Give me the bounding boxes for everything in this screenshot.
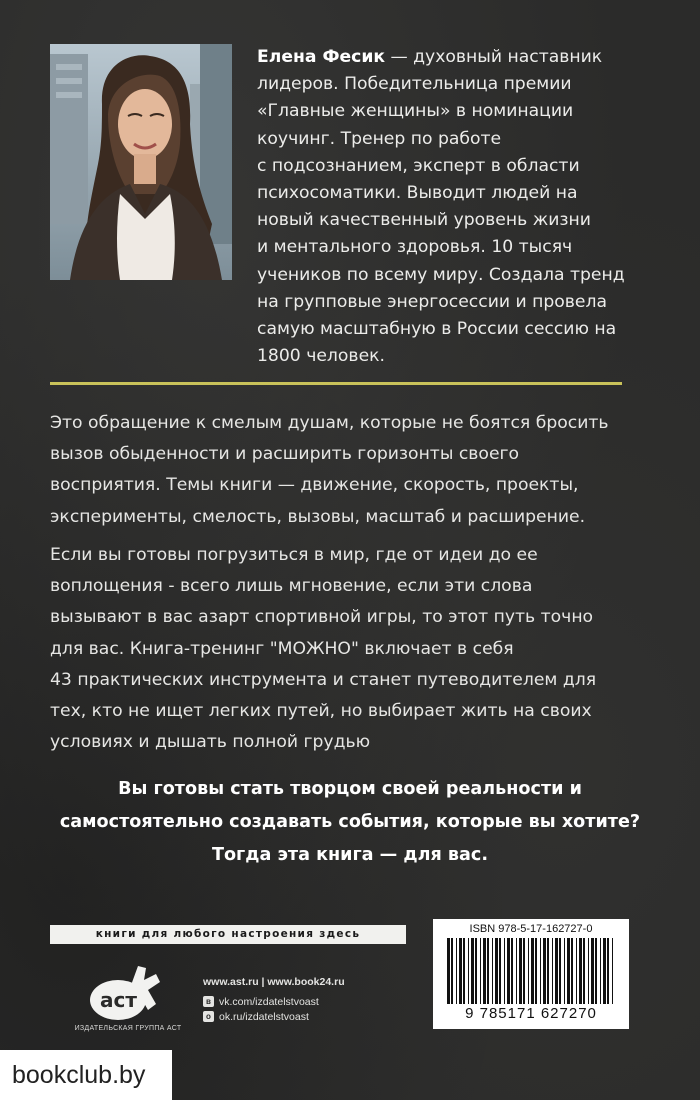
paragraph-line: условиях и дышать полной грудью	[50, 732, 371, 753]
isbn-barcode	[433, 919, 629, 1029]
bio-line: на групповые энергосессии и провела	[257, 291, 608, 312]
publisher-links	[203, 976, 413, 1024]
barcode-bar	[463, 938, 465, 1004]
barcode-bar	[552, 938, 553, 1004]
paragraph-line: восприятия. Темы книги — движение, скорость, проекты,	[50, 475, 579, 496]
bio-line: — духовный наставник	[385, 47, 603, 67]
barcode-bar	[583, 938, 585, 1004]
barcode-bar	[504, 938, 505, 1004]
barcode-bar	[468, 938, 469, 1004]
author-photo	[50, 44, 232, 280]
barcode-bar	[603, 938, 606, 1004]
barcode-bar	[456, 938, 457, 1004]
barcode-bar	[540, 938, 541, 1004]
paragraph-line: эксперименты, смелость, вызовы, масштаб и расширение.	[50, 506, 586, 527]
bio-line: новый качественный уровень жизни	[257, 210, 591, 231]
barcode-bar	[576, 938, 577, 1004]
vk-link-label: vk.com/izdatelstvoast	[219, 995, 319, 1008]
barcode-bar	[543, 938, 546, 1004]
barcode-bar	[511, 938, 513, 1004]
barcode-bar	[495, 938, 498, 1004]
cta-line: Вы готовы стать творцом своей реальности и	[118, 779, 582, 799]
ok-icon: о	[203, 1011, 214, 1022]
barcode-bar	[588, 938, 589, 1004]
barcode-bar	[483, 938, 486, 1004]
barcode-bar	[612, 938, 613, 1004]
paragraph-line: Если вы готовы погрузиться в мир, где от идеи до ее	[50, 545, 538, 565]
watermark: bookclub.by	[0, 1050, 172, 1100]
barcode-bars	[445, 938, 617, 1006]
publisher-tagline: книги для любого настроения здесь	[50, 925, 406, 944]
bio-line: и ментального здоровья. 10 тысяч	[257, 237, 573, 258]
bio-line: «Главные женщины» в номинации	[257, 101, 574, 122]
barcode-bar	[487, 938, 489, 1004]
author-bio	[257, 44, 657, 370]
logo-text: аст	[100, 988, 137, 1012]
barcode-bar	[475, 938, 477, 1004]
bio-line: учеников по всему миру. Создала тренд	[257, 264, 625, 285]
author-name: Елена Фесик	[257, 47, 386, 67]
barcode-bar	[595, 938, 597, 1004]
bio-line: психосоматики. Выводит людей на	[257, 183, 578, 204]
paragraph-line: для вас. Книга-тренинг "МОЖНО" включает в себя	[50, 638, 514, 659]
barcode-bar	[451, 938, 453, 1004]
barcode-bar	[516, 938, 517, 1004]
bio-line: лидеров. Победительница премии	[257, 74, 572, 95]
barcode-bar	[591, 938, 594, 1004]
bio-line: 1800 человек.	[257, 346, 385, 367]
barcode-bar	[471, 938, 474, 1004]
barcode-bar	[555, 938, 558, 1004]
publisher-caption: ИЗДАТЕЛЬСКАЯ ГРУППА АСТ	[74, 1025, 182, 1032]
barcode-bar	[507, 938, 510, 1004]
call-to-action	[40, 773, 660, 872]
bio-line: коучинг. Тренер по работе	[257, 128, 502, 149]
bio-line: с подсознанием, эксперт в области	[257, 155, 580, 176]
publisher-websites[interactable]: www.ast.ru | www.book24.ru	[203, 976, 345, 988]
barcode-bar	[535, 938, 537, 1004]
description-paragraph-2	[50, 540, 650, 758]
barcode-bar	[571, 938, 573, 1004]
paragraph-line: тех, кто не ищет легких путей, но выбирает жить на своих	[50, 701, 592, 722]
cta-line: самостоятельно создавать события, которые вы хотите?	[59, 812, 641, 832]
paragraph-line: воплощения - всего лишь мгновение, если эти слова	[50, 576, 533, 597]
barcode-bar	[528, 938, 529, 1004]
paragraph-line: 43 практических инструмента и станет путеводителем для	[50, 669, 597, 690]
barcode-bar	[531, 938, 534, 1004]
barcode-bar	[519, 938, 522, 1004]
barcode-bar	[523, 938, 525, 1004]
vk-icon: в	[203, 996, 214, 1007]
paragraph-line: Это обращение к смелым душам, которые не боятся бросить	[50, 413, 609, 433]
barcode-bar	[447, 938, 450, 1004]
barcode-bar	[480, 938, 481, 1004]
ast-logo	[78, 960, 168, 1022]
barcode-bar	[492, 938, 493, 1004]
ok-link-label: ok.ru/izdatelstvoast	[219, 1010, 309, 1023]
barcode-bar	[559, 938, 561, 1004]
barcode-bar	[499, 938, 501, 1004]
barcode-bar	[547, 938, 549, 1004]
barcode-bar	[459, 938, 462, 1004]
ok-link[interactable]	[203, 1009, 413, 1024]
barcode-bar	[579, 938, 582, 1004]
barcode-bar	[607, 938, 609, 1004]
paragraph-line: вызов обыденности и расширить горизонты своего	[50, 444, 520, 465]
vk-link[interactable]	[203, 994, 413, 1009]
isbn-label: ISBN 978-5-17-162727-0	[469, 923, 593, 935]
paragraph-line: вызывают в вас азарт спортивной игры, то этот путь точно	[50, 607, 594, 628]
barcode-bar	[600, 938, 601, 1004]
description-paragraph-1	[50, 408, 650, 533]
barcode-bar	[564, 938, 565, 1004]
barcode-digits: 9 785171 627270	[465, 1005, 597, 1022]
section-divider	[50, 382, 622, 385]
bio-line: самую масштабную в России сессию на	[257, 319, 617, 340]
cta-line: Тогда эта книга — для вас.	[211, 845, 489, 865]
barcode-bar	[567, 938, 570, 1004]
